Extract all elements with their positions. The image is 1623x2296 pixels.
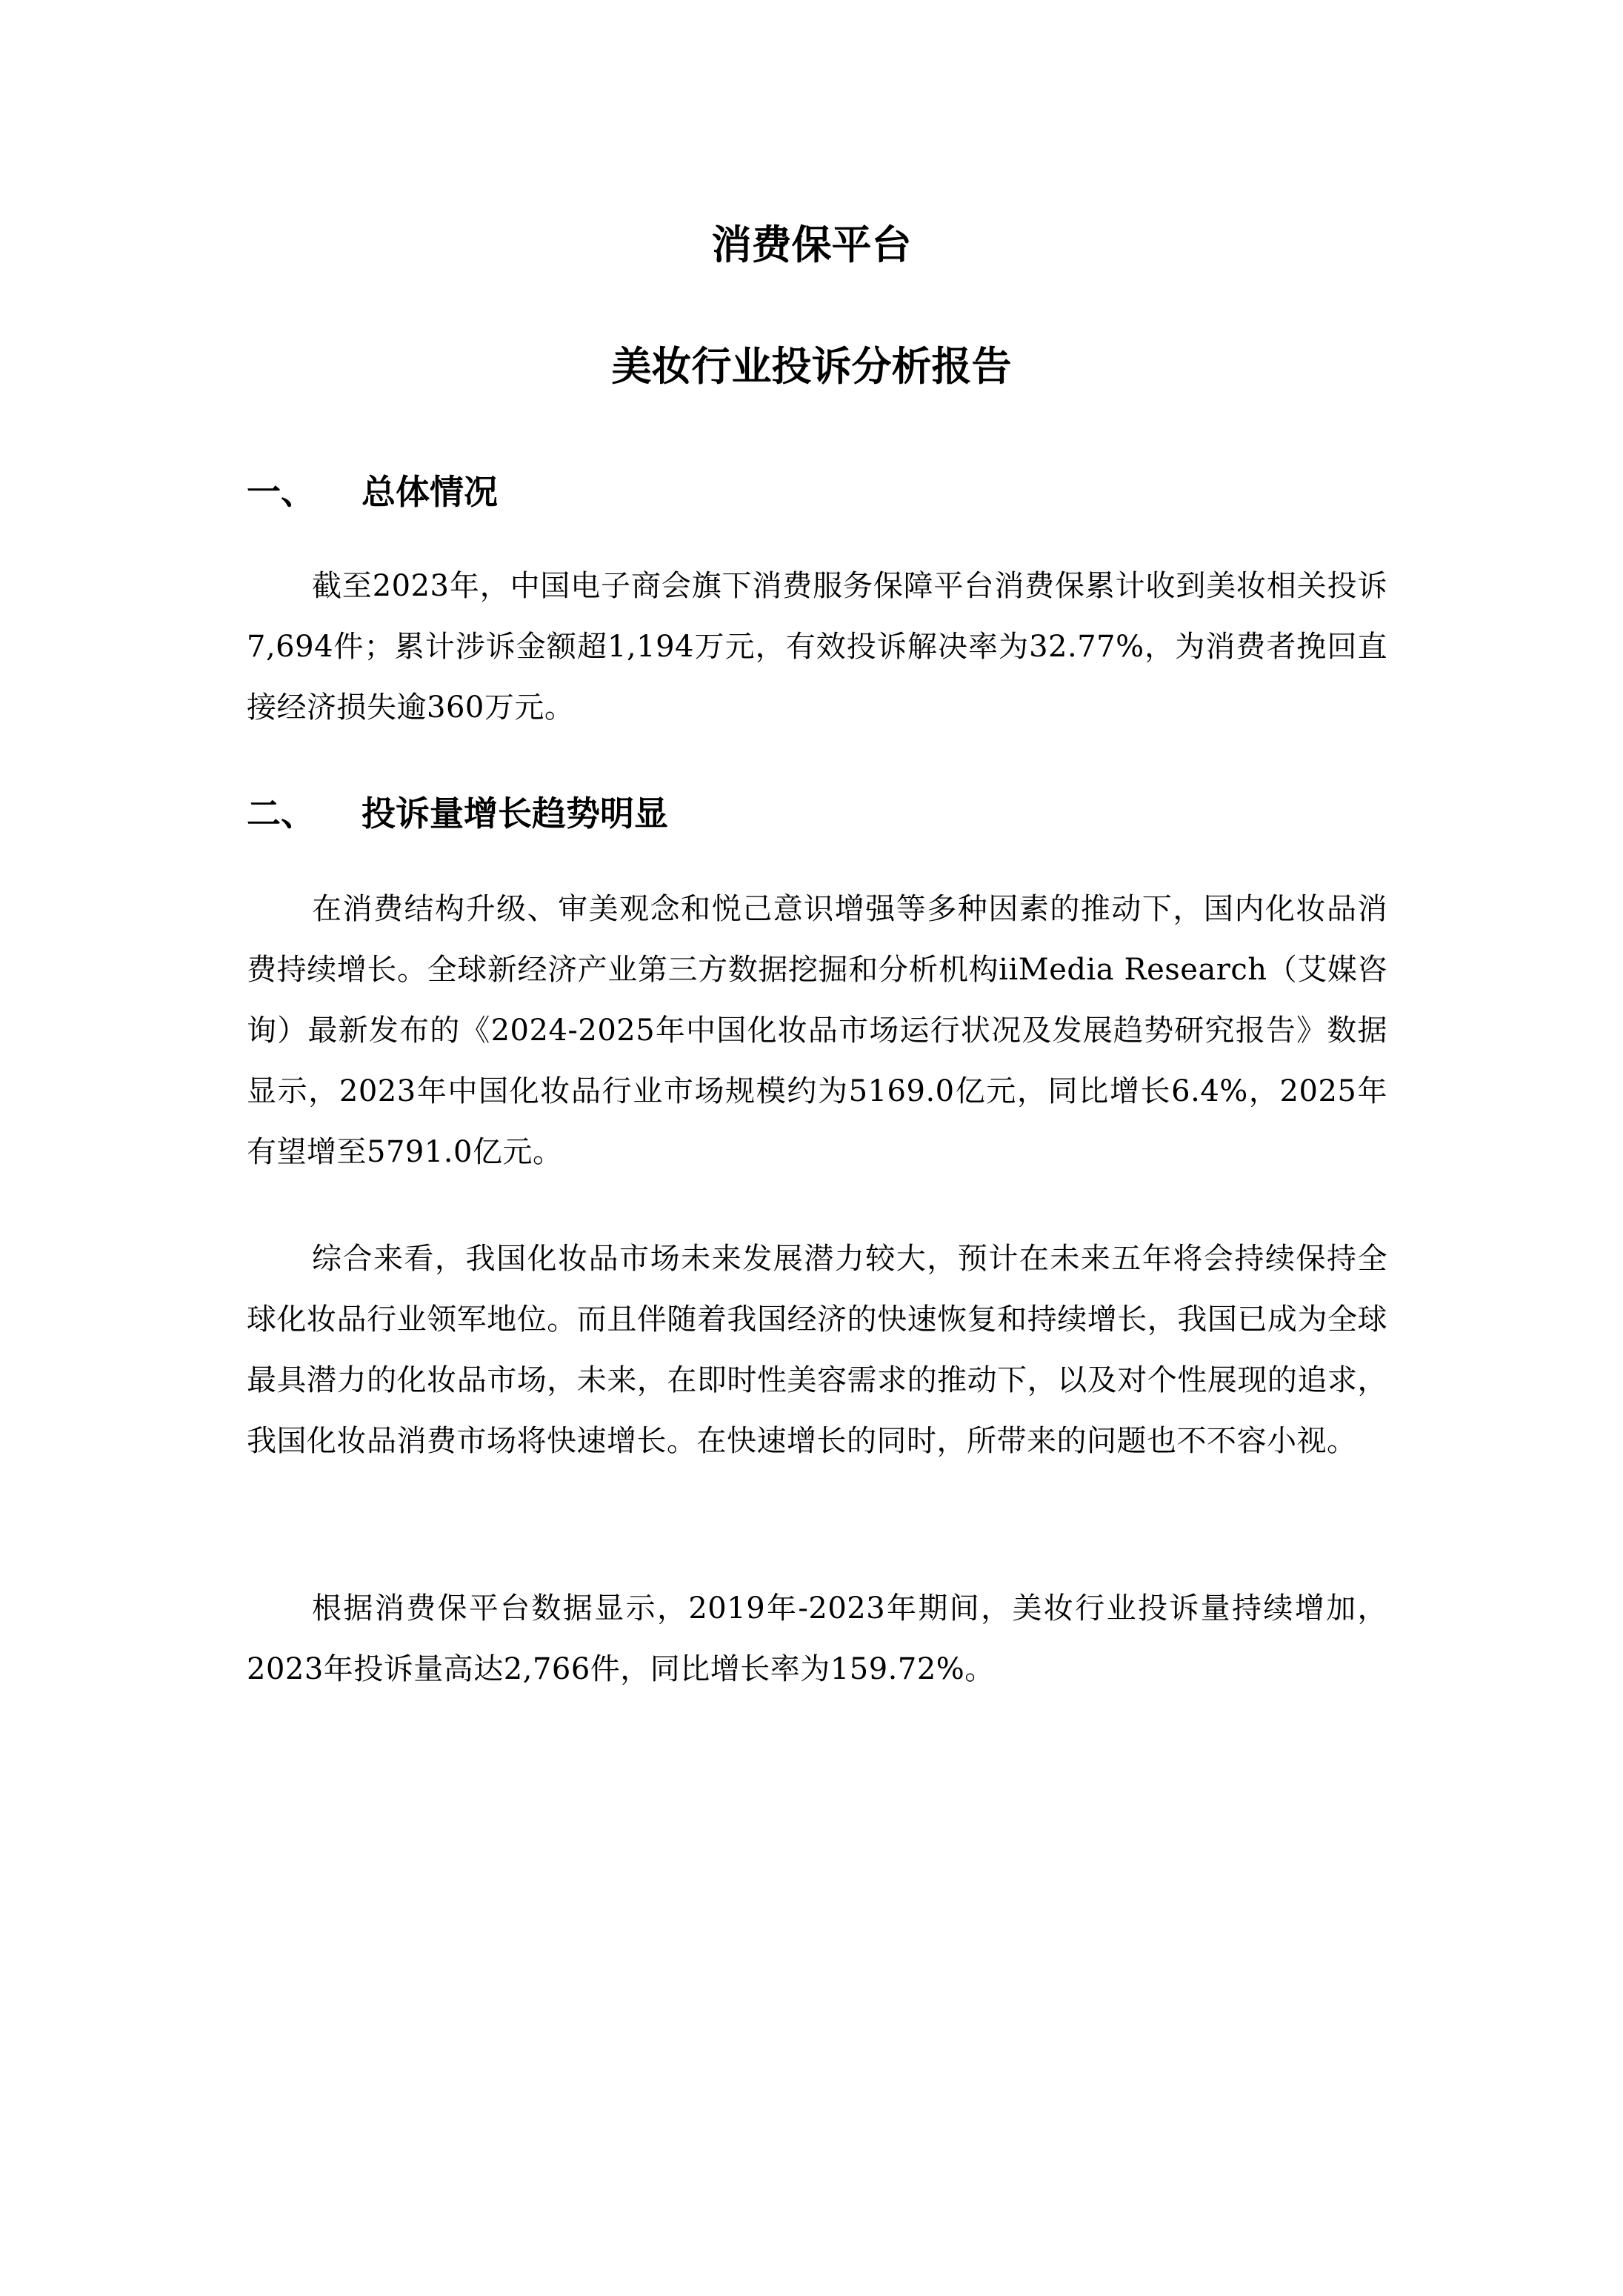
document-subtitle: 美妆行业投诉分析报告 (611, 343, 1012, 390)
paragraph: 根据消费保平台数据显示，2019年-2023年期间，美妆行业投诉量持续增加，2023年投诉量高达2,766件，同比增长率为159.72%。 (247, 1591, 1387, 1686)
document-title: 消费保平台 (711, 222, 912, 268)
section-heading-text: 总体情况 (361, 472, 498, 512)
section-heading-overview (247, 470, 1402, 514)
paragraph: 综合来看，我国化妆品市场未来发展潜力较大，预计在未来五年将会持续保持全球化妆品行业领军地位。而且伴随着我国经济的快速恢复和持续增长，我国已成为全球最具潜力的化妆品市场，未来，在即时性美容需求的推动下，以及对个性展现的追求，我国化妆品消费市场将快速增长。在快速增长的同时，所带来的问题也不不容小视。 (247, 1242, 1387, 1458)
section-heading-text: 投诉量增长趋势明显 (361, 793, 668, 833)
paragraph: 在消费结构升级、审美观念和悦己意识增强等多种因素的推动下，国内化妆品消费持续增长。全球新经济产业第三方数据挖掘和分析机构iiMedia Research（艾媒咨询）最新发布的《2024-2025年中国化妆品市场运行状况及发展趋势研究报告》数据显示，2023年中国化妆品行业市场规模约为5169.0亿元，同比增长6.4%，2025年有望增至5791.0亿元。 (247, 892, 1387, 1169)
paragraph: 截至2023年，中国电子商会旗下消费服务保障平台消费保累计收到美妆相关投诉7,694件；累计涉诉金额超1,194万元，有效投诉解决率为32.77%，为消费者挽回直接经济损失逾360万元。 (247, 569, 1387, 725)
section-number: 二、 (247, 793, 315, 833)
section-heading-trend (247, 791, 1402, 836)
section-number: 一、 (247, 472, 315, 512)
